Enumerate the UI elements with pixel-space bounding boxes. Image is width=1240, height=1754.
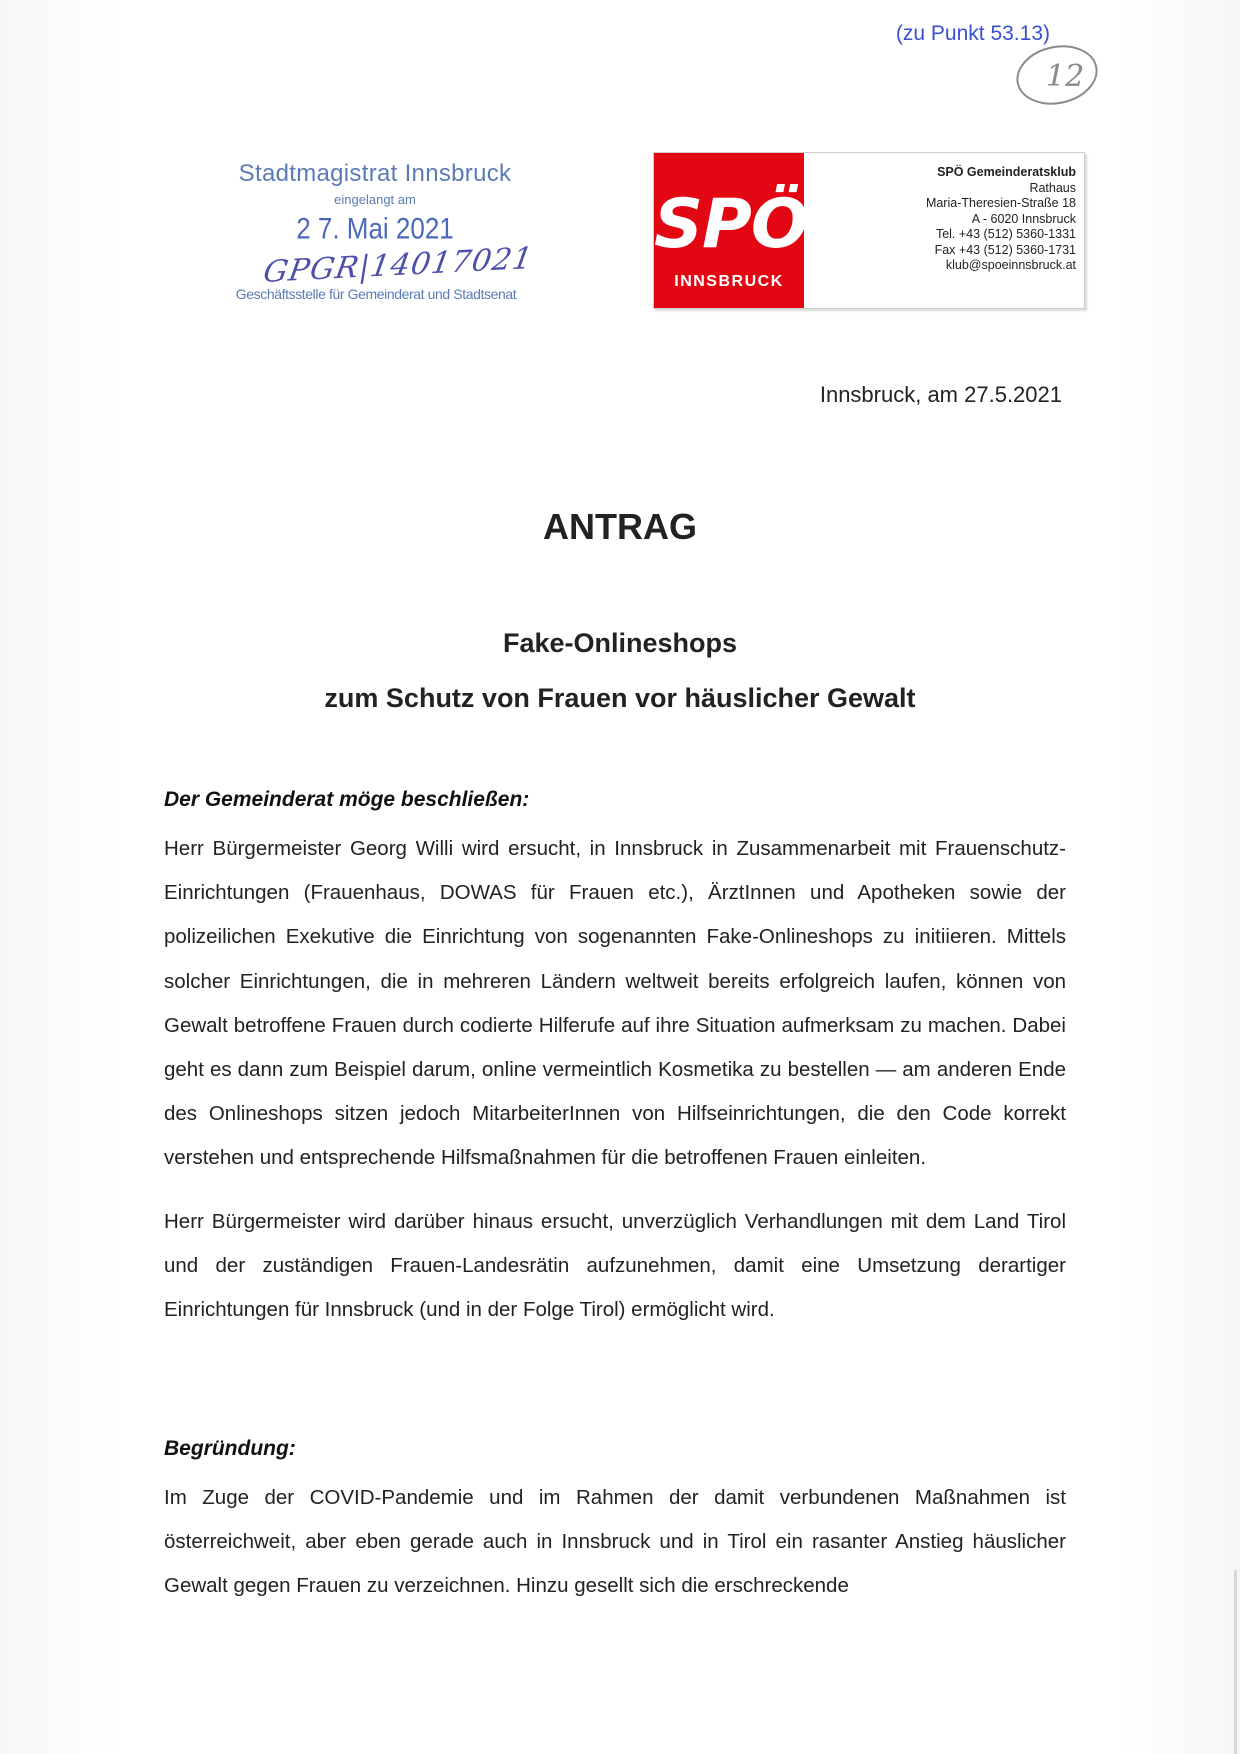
stamp-title: Stadtmagistrat Innsbruck <box>238 160 512 187</box>
letterhead <box>653 152 1085 309</box>
phone: Tel. +43 (512) 5360-1331 <box>935 227 1076 241</box>
address-line-1: Rathaus <box>1029 180 1076 195</box>
spo-logo-city: INNSBRUCK <box>674 273 784 290</box>
resolution-paragraph-1 <box>164 827 1066 1181</box>
address-line-3: A - 6020 Innsbruck <box>971 211 1076 226</box>
page-mark: 12 <box>1046 59 1085 94</box>
page-number-circle-icon <box>1012 40 1102 110</box>
reason-heading: Begründung: <box>164 1437 296 1460</box>
paragraph-text: Im Zuge der COVID-Pandemie und im Rahmen der damit verbundenen Maßnahmen ist österreichweit, aber eben gerade auch in Innsbruck und in Tirol ein rasanter Anstieg häuslicher Gewalt gegen Frauen zu verzeichnen. Hinzu gesellt sich die erschreckende <box>164 1486 1066 1598</box>
date-line: Innsbruck, am 27.5.2021 <box>819 382 1062 407</box>
reference-note: (zu Punkt 53.13) <box>895 22 1050 45</box>
reason-paragraph-1 <box>164 1476 1066 1609</box>
received-stamp <box>225 160 536 310</box>
letterhead-contact <box>926 165 1076 274</box>
paragraph-text: Herr Bürgermeister Georg Willi wird ersucht, in Innsbruck in Zusammenarbeit mit Frauenschutz-Einrichtungen (Frauenhaus, DOWAS für Frauen etc.), ÄrztInnen und Apotheken sowie der polizeilichen Exekutive die Einrichtung von sogenannten Fake-Onlineshops zu initiieren. Mittels solcher Einrichtungen, die in mehreren Ländern weltweit bereits erfolgreich laufen, können von Gewalt betroffene Frauen durch codierte Hilferufe auf ihre Situation aufmerksam zu machen. Dabei geht es dann zum Beispiel darum, online vermeintlich Kosmetika zu bestellen — am anderen Ende des Onlineshops sitzen jedoch MitarbeiterInnen von Hilfseinrichtungen, die den Code korrekt verstehen und entsprechende Hilfsmaßnahmen für die betroffenen Frauen einleiten. <box>164 837 1066 1170</box>
spo-logo-text: SPÖ <box>654 185 808 264</box>
club-name: SPÖ Gemeinderatsklub <box>937 165 1076 179</box>
address-line-2: Maria-Theresien-Straße 18 <box>925 196 1076 210</box>
subtitle-1: Fake-Onlineshops <box>502 628 738 658</box>
stamp-sub: eingelangt am <box>334 192 416 207</box>
subtitle-2: zum Schutz von Frauen vor häuslicher Gewalt <box>324 683 916 713</box>
spo-logo <box>654 153 808 308</box>
resolution-paragraph-2 <box>164 1200 1066 1333</box>
resolution-heading: Der Gemeinderat möge beschließen: <box>164 788 530 811</box>
email: klub@spoeinnsbruck.at <box>945 258 1076 272</box>
stamp-date: 2 7. Mai 2021 <box>296 210 454 246</box>
fax: Fax +43 (512) 5360-1731 <box>934 242 1076 257</box>
document-title: ANTRAG <box>543 506 697 547</box>
stamp-handwritten-number: GPGR|14017021 <box>260 241 536 290</box>
paragraph-text: Herr Bürgermeister wird darüber hinaus ersucht, unverzüglich Verhandlungen mit dem Land Tirol und der zuständigen Frauen-Landesrätin aufzunehmen, damit eine Umsetzung derartiger Einrichtungen für Innsbruck (und in der Folge Tirol) ermöglicht wird. <box>164 1210 1066 1322</box>
stamp-footer: Geschäftsstelle für Gemeinderat und Stadtsenat <box>235 286 517 302</box>
scan-edge-divider <box>1234 1570 1237 1754</box>
